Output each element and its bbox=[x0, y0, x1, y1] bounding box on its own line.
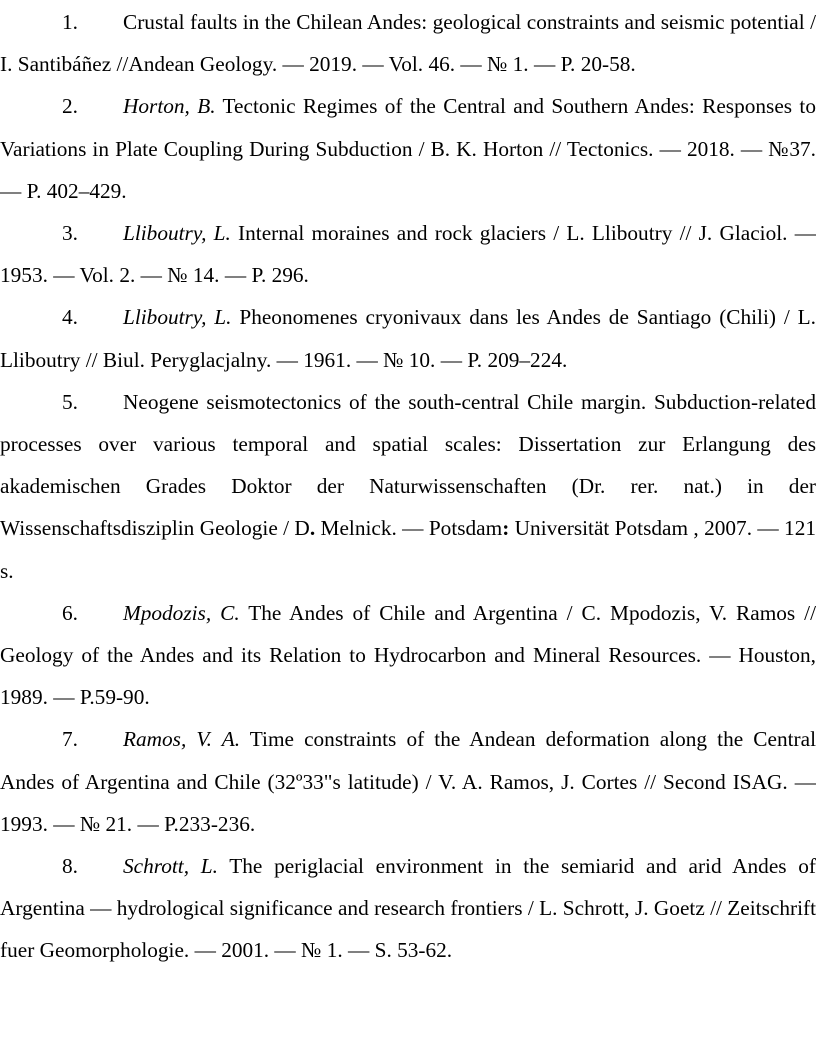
reference-text: The periglacial environment in the semiarid and arid Andes of Argentina — hydrological significance and research frontiers / L. Schrott, J. Goetz // Zeitschrift fuer Geomorphologie. — 2001. — № 1. — S. 53-62. bbox=[0, 854, 816, 963]
reference-number: 6. bbox=[62, 600, 78, 625]
reference-text: Pheonomenes cryonivaux dans les Andes de Santiago (Chili) / L. Lliboutry // Biul. Peryglacjalny. — 1961. — № 10. — P. 209–224. bbox=[0, 305, 816, 372]
reference-author: Schrott, L. bbox=[123, 854, 218, 879]
reference-text: Internal moraines and rock glaciers / L. Lliboutry // J. Glaciol. — 1953. — Vol. 2. — № 14. — P. 296. bbox=[0, 221, 816, 288]
reference-item-8 bbox=[0, 845, 816, 972]
reference-text: Tectonic Regimes of the Central and Southern Andes: Responses to Variations in Plate Coupling During Subduction / B. K. Horton // Tectonics. — 2018. — №37. — P. 402–429. bbox=[0, 94, 816, 203]
reference-text-bold-colon: : bbox=[502, 516, 510, 541]
reference-item-2 bbox=[0, 85, 816, 212]
reference-text: The Andes of Chile and Argentina / C. Mpodozis, V. Ramos // Geology of the Andes and its Relation to Hydrocarbon and Mineral Resources. — Houston, 1989. — P.59-90. bbox=[0, 600, 816, 710]
reference-number: 1. bbox=[62, 10, 78, 34]
reference-item-4 bbox=[0, 296, 816, 380]
reference-item-7 bbox=[0, 718, 816, 845]
reference-text-bold-dot: . bbox=[309, 516, 316, 541]
reference-number: 8. bbox=[62, 854, 78, 879]
reference-item-3 bbox=[0, 212, 816, 296]
reference-text-part: Neogene seismotectonics of the south-central Chile margin. Subduction-related processes over various temporal and spatial scales: Dissertation zur Erlangung des akademischen Grades Doktor der Naturwissenschaften (Dr. rer. nat.) in der Wissenschaftsdisziplin Geologie / D bbox=[0, 389, 816, 541]
reference-number: 7. bbox=[62, 727, 78, 752]
reference-number: 5. bbox=[62, 389, 78, 414]
reference-author: Lliboutry, L. bbox=[123, 221, 231, 246]
reference-number: 4. bbox=[62, 305, 78, 330]
reference-item-5 bbox=[0, 381, 816, 592]
reference-text: Time constraints of the Andean deformation along the Central Andes of Argentina and Chile (32º33"s latitude) / V. A. Ramos, J. Cortes // Second ISAG. — 1993. — № 21. — P.233-236. bbox=[0, 727, 816, 836]
reference-author: Horton, B. bbox=[123, 94, 216, 119]
reference-author: Ramos, V. A. bbox=[123, 727, 241, 752]
reference-author: Lliboutry, L. bbox=[123, 305, 232, 330]
reference-number: 3. bbox=[62, 221, 78, 246]
reference-number: 2. bbox=[62, 94, 78, 119]
reference-text-part: Melnick. — Potsdam bbox=[315, 516, 503, 541]
reference-item-1 bbox=[0, 1, 816, 85]
reference-list bbox=[0, 1, 816, 972]
reference-item-6 bbox=[0, 592, 816, 719]
reference-text: Crustal faults in the Chilean Andes: geological constraints and seismic potential / I. Santibáñez //Andean Geology. — 2019. — Vol. 46. — № 1. — P. 20-58. bbox=[0, 10, 816, 77]
reference-text-part: Universität Potsdam , 2007. — 121 s. bbox=[0, 516, 816, 583]
reference-author: Mpodozis, C. bbox=[123, 600, 240, 625]
